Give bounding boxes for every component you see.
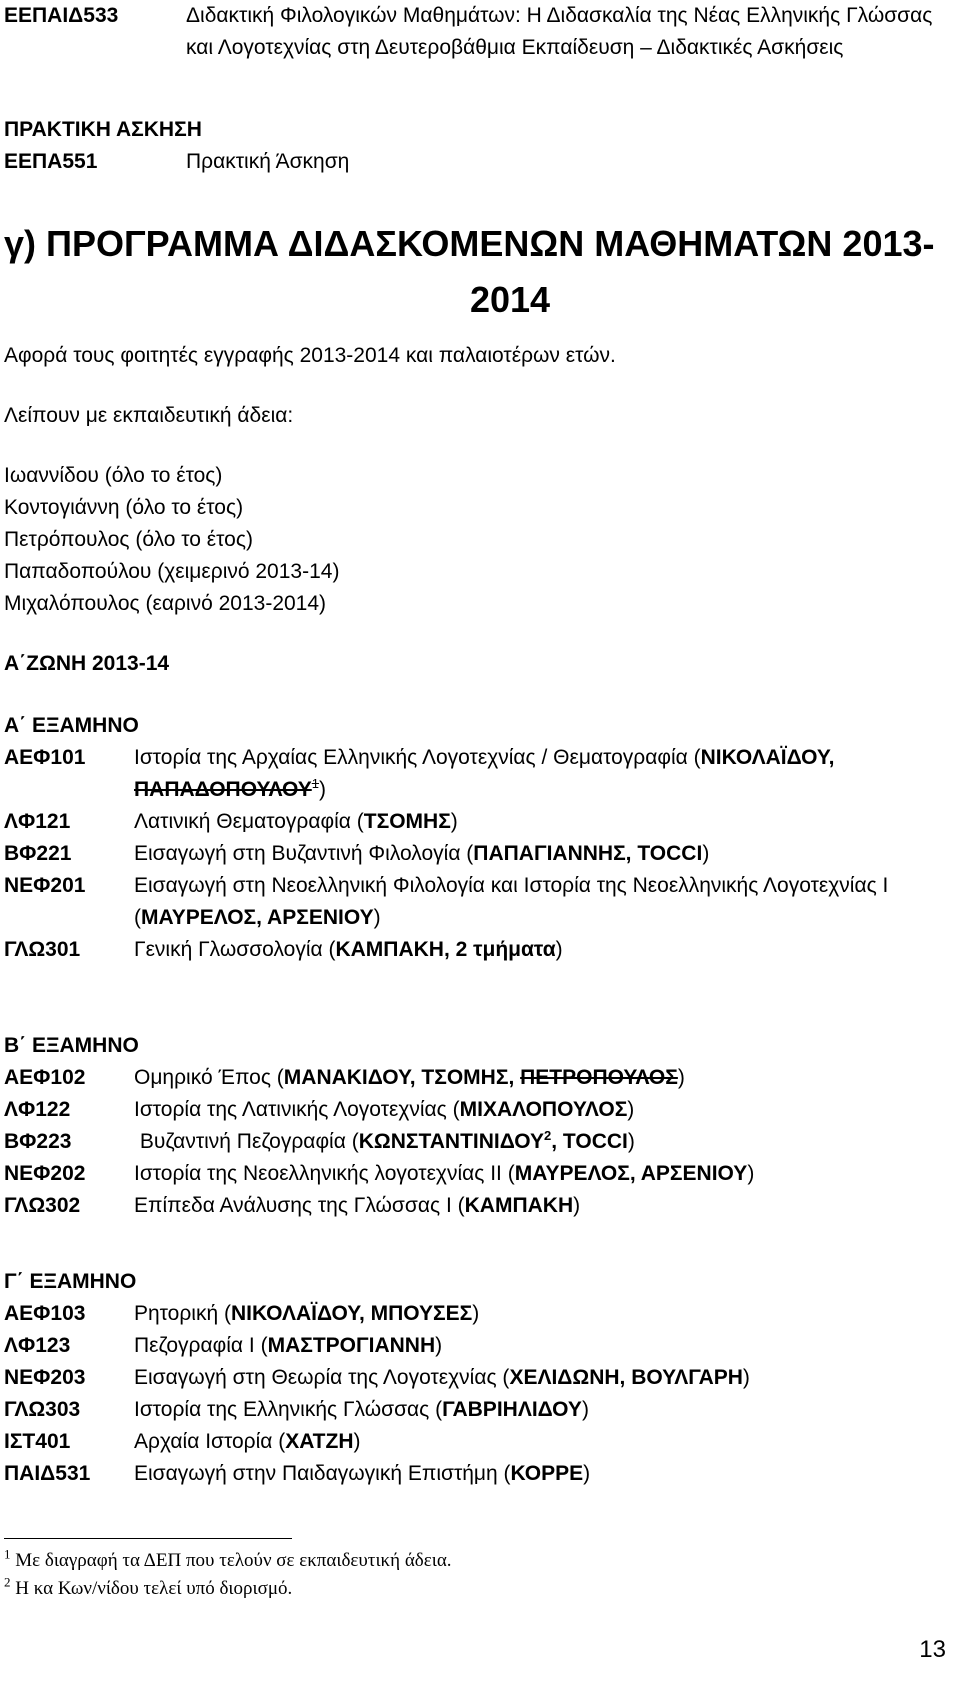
- course-description: Ρητορική (ΝΙΚΟΛΑΪΔΟΥ, ΜΠΟΥΣΕΣ): [134, 1302, 480, 1325]
- course-code: ΛΦ121: [4, 810, 71, 833]
- course-code-eepaid533: ΕΕΠΑΙΔ533: [4, 4, 119, 27]
- course-description: Αρχαία Ιστορία (ΧΑΤΖΗ): [134, 1430, 361, 1453]
- leave-heading: Λείπουν με εκπαιδευτική άδεια:: [4, 404, 294, 427]
- leave-item: Παπαδοπούλου (χειμερινό 2013-14): [4, 560, 340, 583]
- course-code: ΓΛΩ301: [4, 938, 81, 961]
- page-title-line2: 2014: [469, 279, 551, 320]
- zone-heading: Α΄ΖΩΝΗ 2013-14: [4, 652, 170, 675]
- course-code: ΝΕΦ202: [4, 1162, 86, 1185]
- footnote: $^1$ Με διαγραφή τα ΔΕΠ που τελούν σε εκπαιδευτική άδεια.: [4, 1546, 452, 1571]
- page-title-line1: γ) ΠΡΟΓΡΑΜΜΑ ΔΙΔΑΣΚΟΜΕΝΩΝ ΜΑΘΗΜΑΤΩΝ 2013-: [4, 223, 935, 264]
- course-description: Γενική Γλωσσολογία (ΚΑΜΠΑΚΗ, 2 τμήματα): [134, 938, 563, 961]
- footnote-ref: 1: [311, 776, 319, 791]
- page-title: [4, 216, 956, 328]
- course-code: ΝΕΦ203: [4, 1366, 86, 1389]
- course-code: ΑΕΦ101: [4, 746, 86, 769]
- semester-b-heading: Β΄ ΕΞΑΜΗΝΟ: [4, 1034, 139, 1057]
- course-code: ΒΦ223: [4, 1130, 72, 1153]
- leave-item: Μιχαλόπουλος (εαρινό 2013-2014): [4, 592, 327, 615]
- course-description: Εισαγωγή στη Νεοελληνική Φιλολογία και Ιστορία της Νεοελληνικής Λογοτεχνίας Ι (ΜΑΥΡΕΛΟΣ, ΑΡΣΕΝΙΟΥ): [134, 874, 889, 929]
- course-code-eepa551: ΕΕΠΑ551: [4, 150, 98, 173]
- course-code: ΓΛΩ302: [4, 1194, 81, 1217]
- leave-item: Πετρόπουλος (όλο το έτος): [4, 528, 253, 551]
- course-code: ΑΕΦ103: [4, 1302, 86, 1325]
- footnote-ref: 2: [544, 1128, 552, 1143]
- course-description: Λατινική Θεματογραφία (ΤΣΟΜΗΣ): [134, 810, 458, 833]
- course-title-eepa551: Πρακτική Άσκηση: [186, 150, 350, 173]
- course-code: ΑΕΦ102: [4, 1066, 86, 1089]
- course-code: ΒΦ221: [4, 842, 72, 865]
- semester-c-heading: Γ΄ ΕΞΑΜΗΝΟ: [4, 1270, 137, 1293]
- course-code: ΛΦ123: [4, 1334, 71, 1357]
- course-description: Ιστορία της Νεοελληνικής λογοτεχνίας ΙΙ (ΜΑΥΡΕΛΟΣ, ΑΡΣΕΝΙΟΥ): [134, 1162, 755, 1185]
- semester-a-heading: Α΄ ΕΞΑΜΗΝΟ: [4, 714, 139, 737]
- footnote: $^2$ Η κα Κων/νίδου τελεί υπό διορισμό.: [4, 1574, 293, 1599]
- course-description: Ομηρικό Έπος (ΜΑΝΑΚΙΔΟΥ, ΤΣΟΜΗΣ, ΠΕΤΡΟΠΟΥΛΟΣ): [134, 1066, 685, 1089]
- course-description: Ιστορία της Ελληνικής Γλώσσας (ΓΑΒΡΙΗΛΙΔΟΥ): [134, 1398, 589, 1421]
- course-description: Βυζαντινή Πεζογραφία (ΚΩΝΣΤΑΝΤΙΝΙΔΟΥ$^2$, TOCCI): [134, 1128, 635, 1153]
- course-description: Εισαγωγή στη Θεωρία της Λογοτεχνίας (ΧΕΛΙΔΩΝΗ, ΒΟΥΛΓΑΡΗ): [134, 1366, 750, 1389]
- course-description: Ιστορία της Αρχαίας Ελληνικής Λογοτεχνίας / Θεματογραφία (ΝΙΚΟΛΑΪΔΟΥ, ΠΑΠΑΔΟΠΟΥΛΟΥ$^1$): [134, 746, 835, 801]
- course-description: Ιστορία της Λατινικής Λογοτεχνίας (ΜΙΧΑΛΟΠΟΥΛΟΣ): [134, 1098, 635, 1121]
- course-code: ΛΦ122: [4, 1098, 71, 1121]
- course-description: Εισαγωγή στη Βυζαντινή Φιλολογία (ΠΑΠΑΓΙΑΝΝΗΣ, TOCCI): [134, 842, 710, 865]
- course-code: ΠΑΙΔ531: [4, 1462, 91, 1485]
- course-code: ΓΛΩ303: [4, 1398, 81, 1421]
- course-description: Επίπεδα Ανάλυσης της Γλώσσας Ι (ΚΑΜΠΑΚΗ): [134, 1194, 581, 1217]
- leave-item: Κοντογιάννη (όλο το έτος): [4, 496, 244, 519]
- practice-heading: ΠΡΑΚΤΙΚΗ ΑΣΚΗΣΗ: [4, 118, 202, 141]
- course-code: ΙΣΤ401: [4, 1430, 71, 1453]
- leave-item: Ιωαννίδου (όλο το έτος): [4, 464, 223, 487]
- footnote-divider: [4, 1538, 292, 1539]
- course-code: ΝΕΦ201: [4, 874, 86, 897]
- course-description: Πεζογραφία Ι (ΜΑΣΤΡΟΓΙΑΝΝΗ): [134, 1334, 443, 1357]
- course-description: Εισαγωγή στην Παιδαγωγική Επιστήμη (ΚΟΡΡΕ): [134, 1462, 591, 1485]
- course-title-eepaid533: Διδακτική Φιλολογικών Μαθημάτων: Η Διδασκαλία της Νέας Ελληνικής Γλώσσας και Λογοτεχνίας στη Δευτεροβάθμια Εκπαίδευση – Διδακτικές Ασκήσεις: [186, 4, 933, 59]
- intro-note: Αφορά τους φοιτητές εγγραφής 2013-2014 και παλαιοτέρων ετών.: [4, 344, 616, 367]
- page-number: 13: [919, 1636, 946, 1663]
